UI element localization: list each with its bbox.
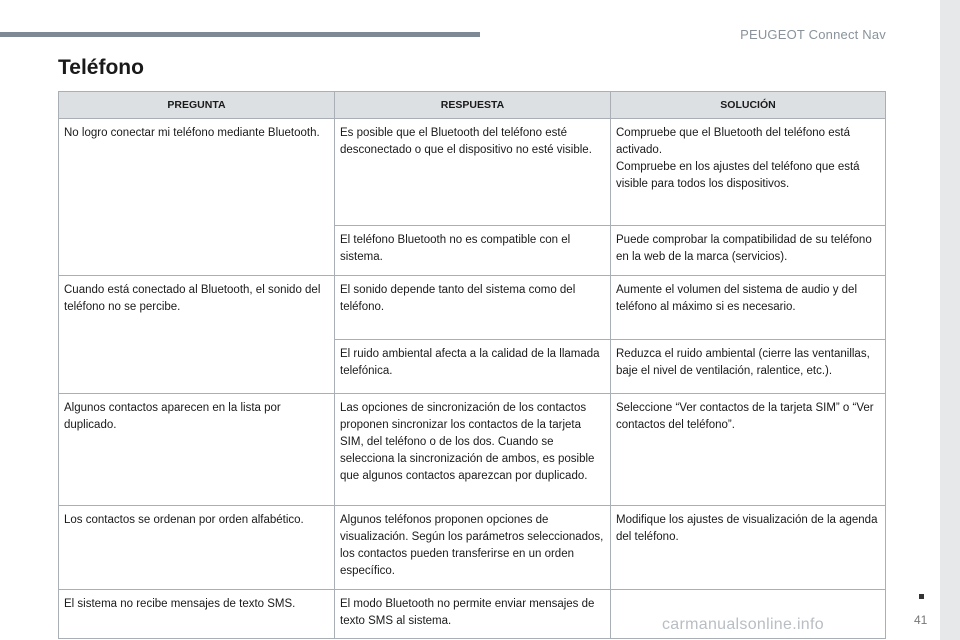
answer-cell: El modo Bluetooth no permite enviar mensajes de texto SMS al sistema. [335, 590, 611, 639]
answer-cell: El sonido depende tanto del sistema como del teléfono. [335, 276, 611, 340]
question-cell: Algunos contactos aparecen en la lista por duplicado. [59, 394, 335, 506]
watermark-text: carmanualsonline.info [662, 616, 824, 633]
table-row [59, 394, 886, 506]
top-accent-bar [0, 32, 480, 37]
solution-cell: Puede comprobar la compatibilidad de su teléfono en la web de la marca (servicios). [611, 226, 886, 276]
solution-cell [611, 119, 886, 226]
answer-cell: Las opciones de sincronización de los contactos proponen sincronizar los contactos de la tarjeta SIM, del teléfono o de los dos. Cuando se selecciona la sincronización de ambos, es posible que algunos contactos aparezcan por duplicado. [335, 394, 611, 506]
column-header-answer: RESPUESTA [335, 92, 611, 119]
table-row [59, 119, 886, 226]
solution-line: Compruebe en los ajustes del teléfono que está visible para todos los dispositivos. [616, 161, 860, 190]
solution-cell: Modifique los ajustes de visualización de la agenda del teléfono. [611, 506, 886, 590]
column-header-solution: SOLUCIÓN [611, 92, 886, 119]
page-title: Teléfono [58, 56, 144, 79]
question-cell: Los contactos se ordenan por orden alfabético. [59, 506, 335, 590]
faq-table [58, 91, 886, 639]
solution-line: Compruebe que el Bluetooth del teléfono está activado. [616, 127, 850, 156]
solution-cell: Reduzca el ruido ambiental (cierre las ventanillas, baje el nivel de ventilación, ralentice, etc.). [611, 340, 886, 394]
page-number: 41 [914, 613, 928, 627]
page-marker-square [919, 594, 924, 599]
answer-cell: El ruido ambiental afecta a la calidad de la llamada telefónica. [335, 340, 611, 394]
table-header-row [59, 92, 886, 119]
side-strip [940, 0, 960, 640]
column-header-question: PREGUNTA [59, 92, 335, 119]
solution-cell: Aumente el volumen del sistema de audio y del teléfono al máximo si es necesario. [611, 276, 886, 340]
table-row [59, 276, 886, 340]
answer-cell: El teléfono Bluetooth no es compatible con el sistema. [335, 226, 611, 276]
solution-cell: Seleccione “Ver contactos de la tarjeta SIM” o “Ver contactos del teléfono”. [611, 394, 886, 506]
question-cell: No logro conectar mi teléfono mediante Bluetooth. [59, 119, 335, 276]
answer-cell: Es posible que el Bluetooth del teléfono esté desconectado o que el dispositivo no esté visible. [335, 119, 611, 226]
answer-cell: Algunos teléfonos proponen opciones de visualización. Según los parámetros seleccionados, los contactos pueden transferirse en un orden específico. [335, 506, 611, 590]
question-cell: El sistema no recibe mensajes de texto SMS. [59, 590, 335, 639]
table-row [59, 506, 886, 590]
brand-label: PEUGEOT Connect Nav [740, 27, 886, 42]
question-cell: Cuando está conectado al Bluetooth, el sonido del teléfono no se percibe. [59, 276, 335, 394]
